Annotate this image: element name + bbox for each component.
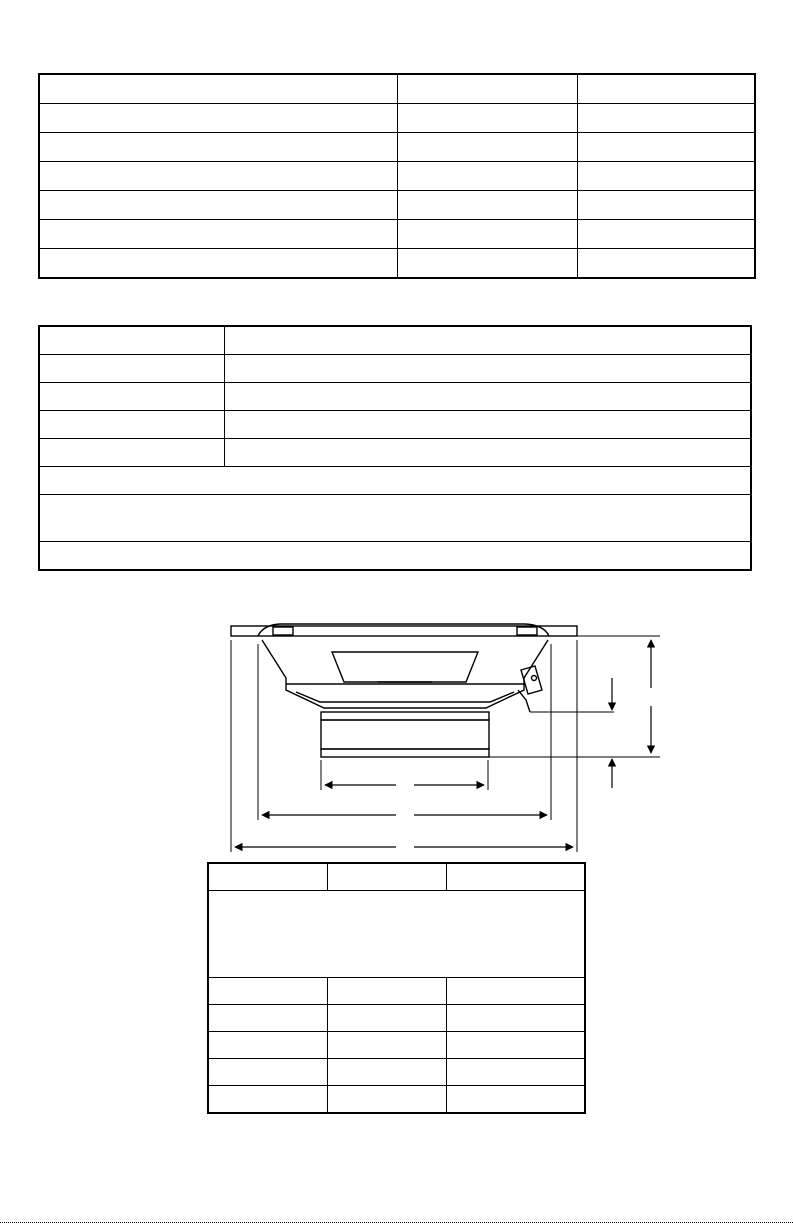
table-row	[208, 978, 585, 1005]
table-cell	[39, 355, 224, 383]
table-cell	[39, 220, 397, 249]
table-note-cell	[208, 891, 585, 978]
table-cell	[208, 1032, 327, 1059]
table-cell	[397, 220, 577, 249]
table-cell	[327, 1086, 446, 1114]
table-row	[39, 542, 751, 571]
table-row	[39, 133, 755, 162]
table-cell	[39, 74, 397, 104]
table-cell	[577, 191, 755, 220]
table-cell	[224, 411, 751, 439]
table-row	[39, 495, 751, 542]
table-row	[39, 104, 755, 133]
table-row	[208, 891, 585, 978]
table-cell	[397, 74, 577, 104]
feature-table	[38, 325, 752, 571]
table-cell	[39, 439, 224, 467]
table-cell	[39, 326, 224, 355]
table-row	[39, 467, 751, 495]
table-cell	[224, 383, 751, 411]
table-cell	[327, 1005, 446, 1032]
table-cell	[39, 467, 751, 495]
table-row	[208, 1032, 585, 1059]
table-row	[208, 1005, 585, 1032]
table-cell	[577, 162, 755, 191]
dimension-label-gaps	[396, 688, 658, 854]
table-cell	[397, 162, 577, 191]
table-cell	[446, 978, 585, 1005]
table-cell	[397, 133, 577, 162]
table-row	[39, 191, 755, 220]
table-cell	[39, 542, 751, 571]
table-cell	[446, 1032, 585, 1059]
table-cell	[224, 355, 751, 383]
table-cell	[577, 74, 755, 104]
table-cell	[208, 978, 327, 1005]
table-cell	[39, 133, 397, 162]
table-cell	[208, 863, 327, 891]
table-cell	[39, 411, 224, 439]
specification-table	[38, 73, 756, 279]
table-cell	[327, 978, 446, 1005]
table-cell	[446, 1086, 585, 1114]
table-cell	[39, 495, 751, 542]
table-row	[39, 411, 751, 439]
dimension-extension-lines	[231, 636, 660, 852]
table-cell	[39, 104, 397, 133]
table-cell	[39, 383, 224, 411]
table-row	[39, 249, 755, 279]
table-cell	[208, 1086, 327, 1114]
page-bottom-rule	[0, 1222, 793, 1223]
table-cell	[327, 1059, 446, 1086]
table-cell	[327, 1032, 446, 1059]
table-cell	[577, 249, 755, 279]
dimension-table	[207, 862, 586, 1114]
table-cell	[397, 191, 577, 220]
table-row	[208, 863, 585, 891]
table-cell	[577, 220, 755, 249]
table-row	[208, 1086, 585, 1114]
table-cell	[39, 162, 397, 191]
speaker-outline	[231, 624, 577, 757]
table-cell	[39, 191, 397, 220]
table-cell	[397, 249, 577, 279]
table-cell	[577, 104, 755, 133]
table-cell	[446, 863, 585, 891]
table-row	[208, 1059, 585, 1086]
table-row	[39, 220, 755, 249]
table-row	[39, 326, 751, 355]
speaker-dimension-drawing	[225, 615, 665, 860]
dimension-arrows	[235, 640, 651, 847]
table-row	[39, 355, 751, 383]
table-cell	[208, 1005, 327, 1032]
table-cell	[224, 326, 751, 355]
table-cell	[577, 133, 755, 162]
table-row	[39, 439, 751, 467]
table-cell	[224, 439, 751, 467]
table-row	[39, 74, 755, 104]
table-cell	[446, 1059, 585, 1086]
table-row	[39, 162, 755, 191]
table-cell	[397, 104, 577, 133]
table-cell	[39, 249, 397, 279]
table-cell	[327, 863, 446, 891]
table-row	[39, 383, 751, 411]
table-cell	[446, 1005, 585, 1032]
table-cell	[208, 1059, 327, 1086]
